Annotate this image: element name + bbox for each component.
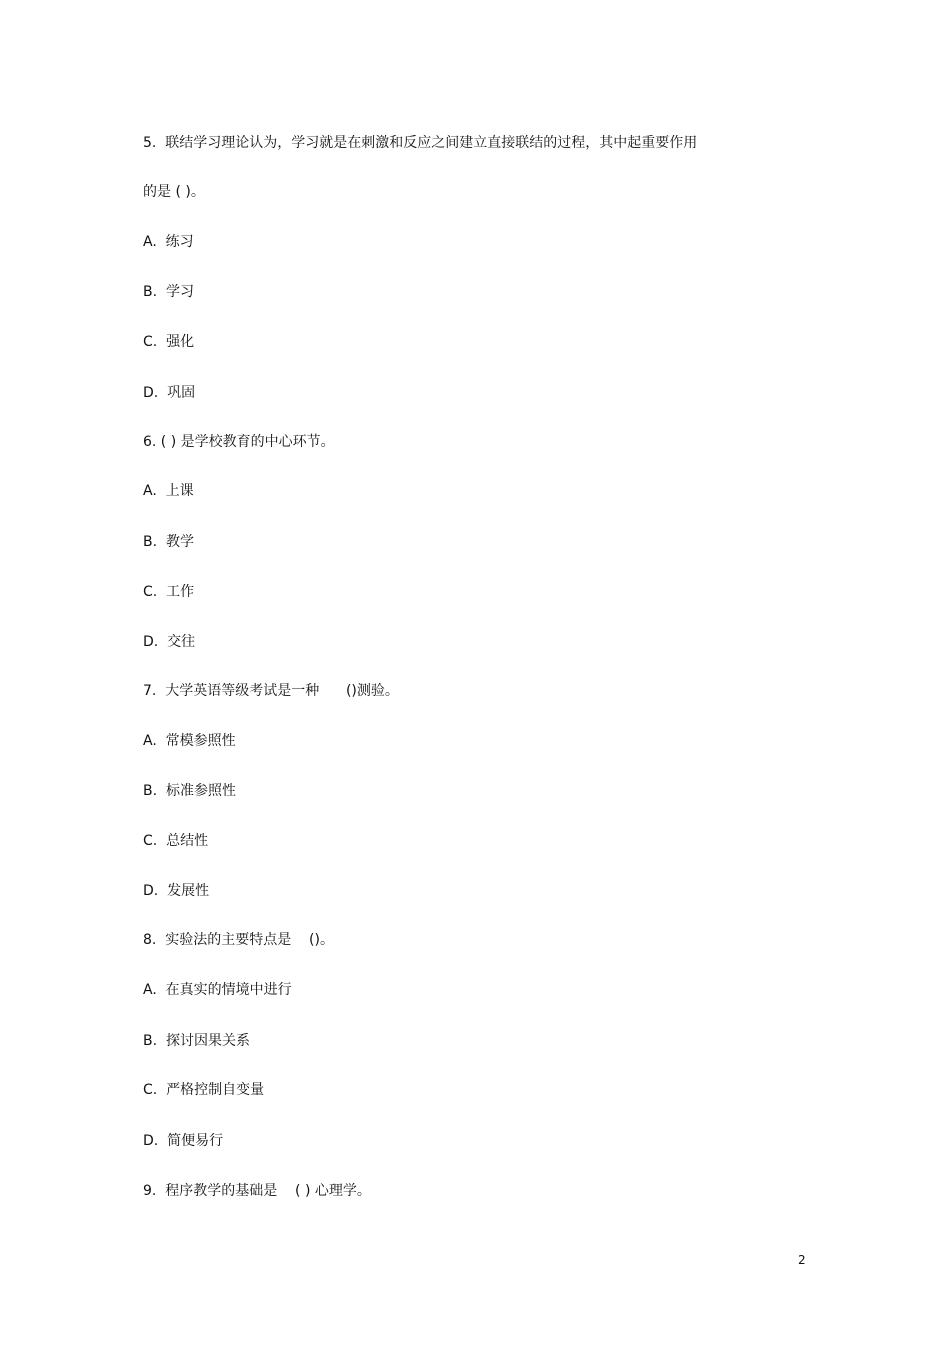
question-8-option-a: A. 在真实的情境中进行 xyxy=(143,982,292,998)
question-6-option-a: A. 上课 xyxy=(143,483,194,499)
question-8-stem: 8. 实验法的主要特点是 ()。 xyxy=(143,932,334,948)
question-6-option-c: C. 工作 xyxy=(143,584,195,600)
question-5-option-a: A. 练习 xyxy=(143,234,194,250)
question-6-option-d: D. 交往 xyxy=(143,634,196,650)
question-5-stem: 5. 联结学习理论认为，学习就是在刺激和反应之间建立直接联结的过程，其中起重要作用 xyxy=(143,135,698,151)
question-5-option-c: C. 强化 xyxy=(143,334,195,350)
page-number: 2 xyxy=(798,1253,806,1267)
question-6-option-b: B. 教学 xyxy=(143,534,194,550)
question-7-option-c: C. 总结性 xyxy=(143,833,209,849)
question-7-option-d: D. 发展性 xyxy=(143,883,210,899)
question-7-stem: 7. 大学英语等级考试是一种 ()测验。 xyxy=(143,683,399,699)
question-7-option-a: A. 常模参照性 xyxy=(143,733,236,749)
question-9-stem: 9. 程序教学的基础是 ( ) 心理学。 xyxy=(143,1183,371,1199)
question-8-option-d: D. 简便易行 xyxy=(143,1133,224,1149)
question-7-option-b: B. 标准参照性 xyxy=(143,783,236,799)
question-5-option-d: D. 巩固 xyxy=(143,385,196,401)
question-5-stem-continued: 的是 ( )。 xyxy=(143,184,205,200)
question-5-option-b: B. 学习 xyxy=(143,284,194,300)
question-8-option-b: B. 探讨因果关系 xyxy=(143,1033,250,1049)
question-8-option-c: C. 严格控制自变量 xyxy=(143,1082,265,1098)
question-6-stem: 6. ( ) 是学校教育的中心环节。 xyxy=(143,434,335,450)
